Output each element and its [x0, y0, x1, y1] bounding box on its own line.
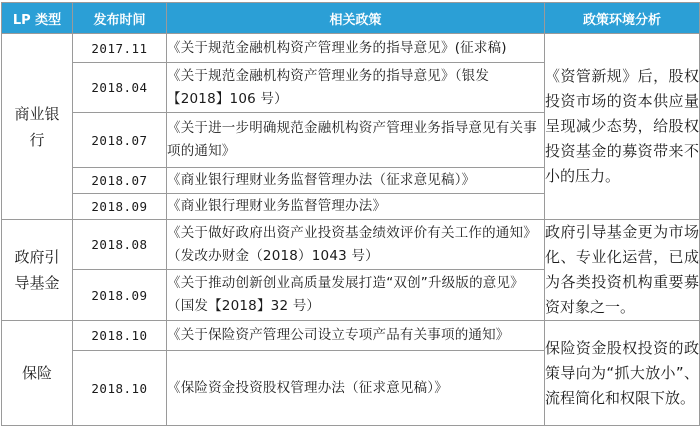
analysis-cell: 政府引导基金更为市场化、专业化运营，已成为各类投资机构重要募资对象之一。 — [545, 220, 700, 321]
policy-cell: 《商业银行理财业务监督管理办法》 — [167, 194, 545, 220]
policy-cell: 《关于做好政府出资产业投资基金绩效评价有关工作的通知》（发改办财金（2018）1043 号） — [167, 220, 545, 270]
date-cell: 2018.09 — [73, 194, 167, 220]
date-cell: 2018.04 — [73, 63, 167, 113]
lp-type-cell — [2, 220, 73, 321]
policy-cell: 《关于保险资产管理公司设立专项产品有关事项的通知》 — [167, 321, 545, 351]
date-cell: 2018.10 — [73, 321, 167, 351]
policy-cell: 《关于规范金融机构资产管理业务的指导意见》（银发【2018】106 号） — [167, 63, 545, 113]
date-cell: 2017.11 — [73, 34, 167, 63]
policy-cell: 《关于规范金融机构资产管理业务的指导意见》(征求稿) — [167, 34, 545, 63]
header-release-time: 发布时间 — [73, 3, 167, 34]
header-policy: 相关政策 — [167, 3, 545, 34]
policy-cell: 《关于进一步明确规范金融机构资产管理业务指导意见有关事项的通知》 — [167, 113, 545, 168]
date-cell: 2018.10 — [73, 351, 167, 426]
policy-cell: 《商业银行理财业务监督管理办法（征求意见稿）》 — [167, 168, 545, 194]
lp-type-cell — [2, 34, 73, 220]
date-cell: 2018.08 — [73, 220, 167, 270]
table-row — [2, 220, 700, 270]
lp-type-label: 政府引导基金 — [14, 248, 60, 292]
table-row — [2, 34, 700, 63]
policy-cell: 《保险资金投资股权管理办法（征求意见稿）》 — [167, 351, 545, 426]
table-header-row — [2, 3, 700, 34]
lp-type-label: 保险 — [21, 364, 52, 382]
date-cell: 2018.09 — [73, 270, 167, 321]
analysis-cell: 《资管新规》后，股权投资市场的资本供应量呈现减少态势，给股权投资基金的募资带来不小的压力。 — [545, 34, 700, 220]
date-cell: 2018.07 — [73, 113, 167, 168]
policy-cell: 《关于推动创新创业高质量发展打造“双创”升级版的意见》（国发【2018】32 号） — [167, 270, 545, 321]
header-analysis: 政策环境分析 — [545, 3, 700, 34]
lp-policy-table — [1, 2, 700, 426]
lp-type-label: 商业银行 — [14, 104, 60, 149]
header-lp-type: LP 类型 — [2, 3, 73, 34]
lp-type-cell — [2, 321, 73, 426]
analysis-cell: 保险资金股权投资的政策导向为“抓大放小”、流程简化和权限下放。 — [545, 321, 700, 426]
date-cell: 2018.07 — [73, 168, 167, 194]
table-row — [2, 321, 700, 351]
